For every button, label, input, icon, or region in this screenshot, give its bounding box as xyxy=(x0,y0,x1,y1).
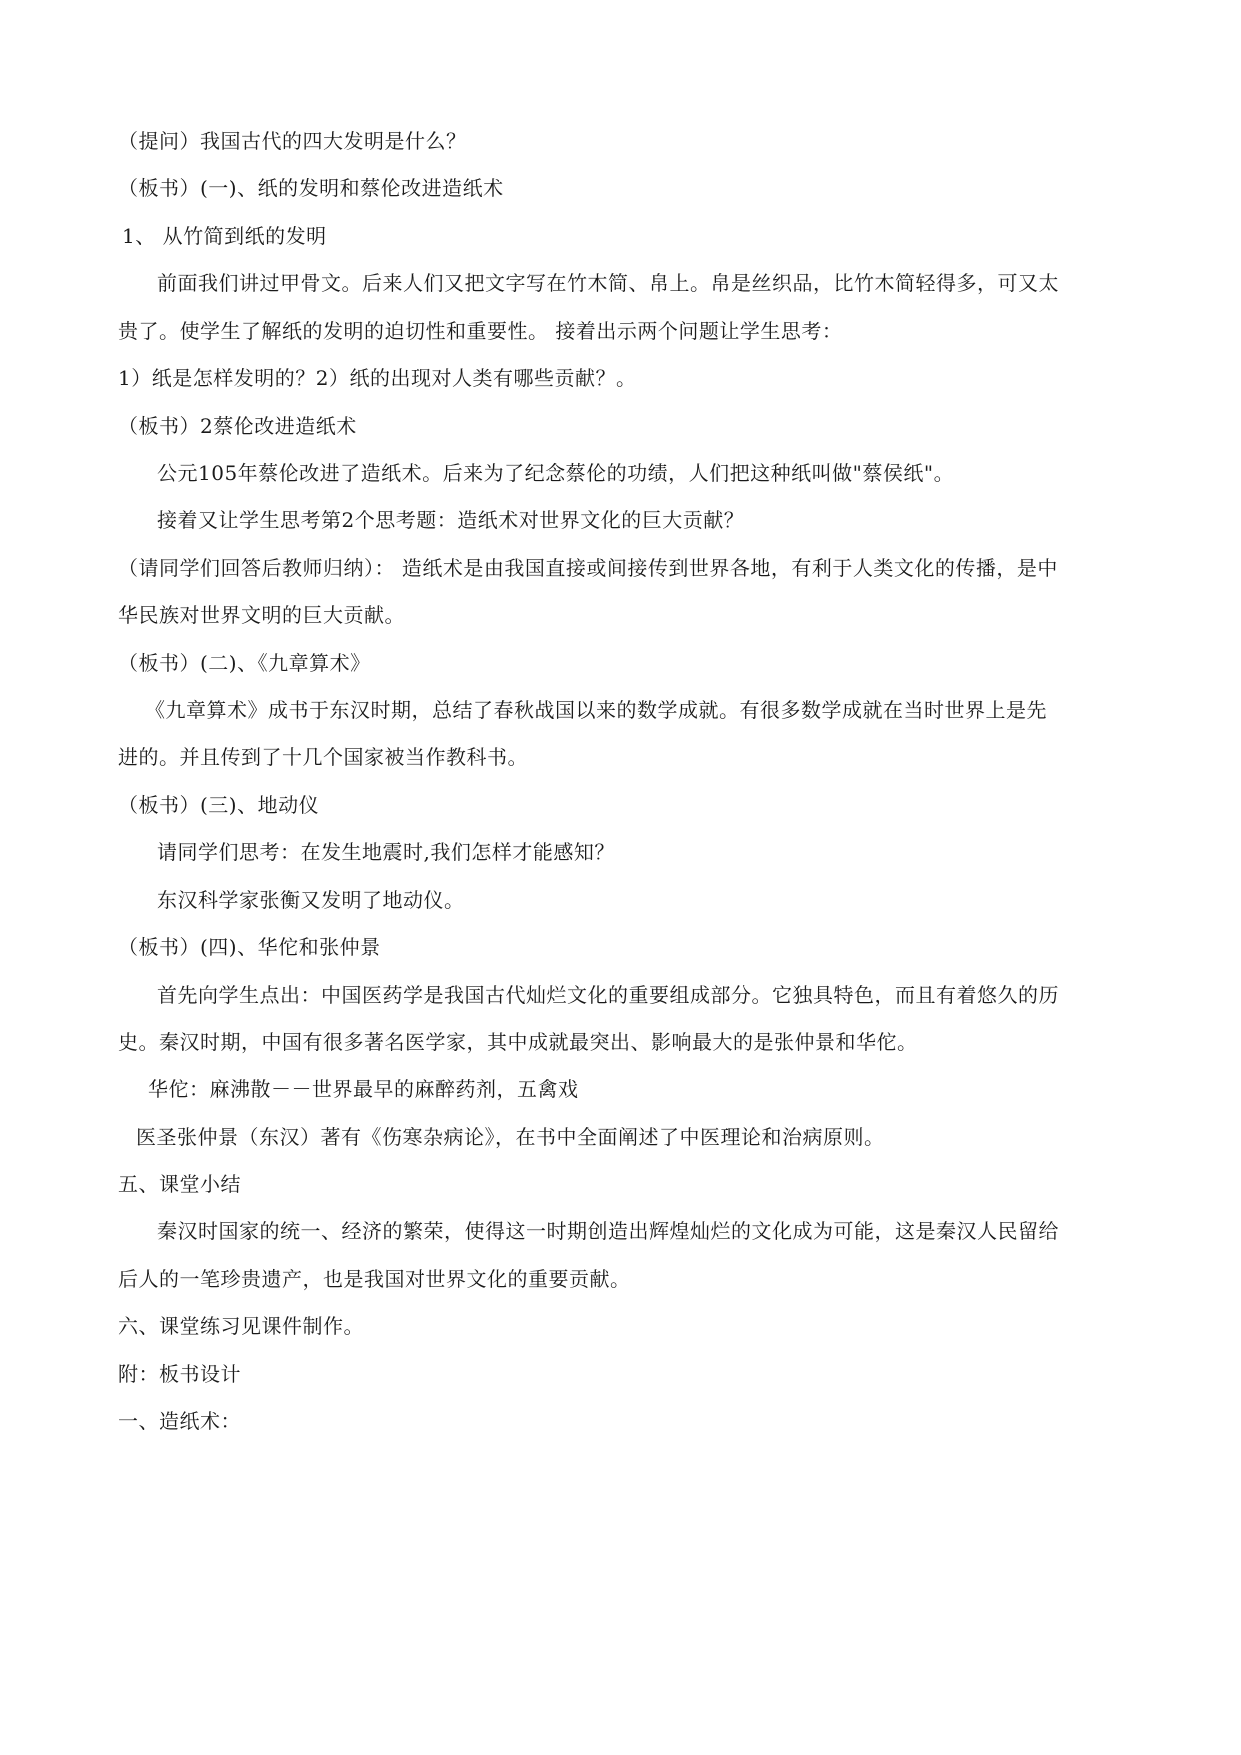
paragraph: （提问）我国古代的四大发明是什么？ xyxy=(118,129,467,153)
paragraph: 后人的一笔珍贵遗产，也是我国对世界文化的重要贡献。 xyxy=(118,1267,631,1291)
paragraph: 公元105年蔡伦改进了造纸术。后来为了纪念蔡伦的功绩，人们把这种纸叫做"蔡侯纸"。 xyxy=(157,461,955,485)
paragraph: 东汉科学家张衡又发明了地动仪。 xyxy=(157,888,465,912)
paragraph: 请同学们思考：在发生地震时,我们怎样才能感知？ xyxy=(157,840,615,864)
paragraph: 秦汉时国家的统一、经济的繁荣，使得这一时期创造出辉煌灿烂的文化成为可能，这是秦汉人民留给 xyxy=(157,1219,1059,1243)
paragraph: （板书）(四)、华佗和张仲景 xyxy=(118,935,381,959)
paragraph: 接着又让学生思考第2个思考题：造纸术对世界文化的巨大贡献？ xyxy=(157,508,745,532)
paragraph: （板书）(一)、纸的发明和蔡伦改进造纸术 xyxy=(118,176,504,200)
paragraph: 贵了。使学生了解纸的发明的迫切性和重要性。 接着出示两个问题让学生思考： xyxy=(118,319,843,343)
paragraph: （请同学们回答后教师归纳）： 造纸术是由我国直接或间接传到世界各地，有利于人类文化的传播，是中 xyxy=(118,556,1058,580)
paragraph: 史。秦汉时期，中国有很多著名医学家，其中成就最突出、影响最大的是张仲景和华佗。 xyxy=(118,1030,918,1054)
paragraph: 附：板书设计 xyxy=(118,1362,241,1386)
paragraph: （板书）(三)、地动仪 xyxy=(118,793,320,817)
paragraph: 进的。并且传到了十几个国家被当作教科书。 xyxy=(118,745,528,769)
paragraph: 华佗：麻沸散－－世界最早的麻醉药剂，五禽戏 xyxy=(148,1077,579,1101)
paragraph: 首先向学生点出：中国医药学是我国古代灿烂文化的重要组成部分。它独具特色，而且有着悠久的历 xyxy=(157,983,1059,1007)
paragraph: （板书）2蔡伦改进造纸术 xyxy=(118,414,357,438)
paragraph: 华民族对世界文明的巨大贡献。 xyxy=(118,603,405,627)
paragraph: 《九章算术》成书于东汉时期，总结了春秋战国以来的数学成就。有很多数学成就在当时世界上是先 xyxy=(145,698,1047,722)
paragraph: 医圣张仲景（东汉）著有《伤寒杂病论》，在书中全面阐述了中医理论和治病原则。 xyxy=(136,1125,885,1149)
paragraph: 1）纸是怎样发明的？2）纸的出现对人类有哪些贡献？。 xyxy=(118,366,637,390)
paragraph: （板书）(二)、《九章算术》 xyxy=(118,651,371,675)
paragraph: 1、 从竹简到纸的发明 xyxy=(122,224,327,248)
paragraph: 一、造纸术： xyxy=(118,1409,241,1433)
paragraph: 五、课堂小结 xyxy=(118,1172,241,1196)
paragraph: 六、课堂练习见课件制作。 xyxy=(118,1314,364,1338)
paragraph: 前面我们讲过甲骨文。后来人们又把文字写在竹木简、帛上。帛是丝织品，比竹木简轻得多，可又太 xyxy=(157,271,1059,295)
